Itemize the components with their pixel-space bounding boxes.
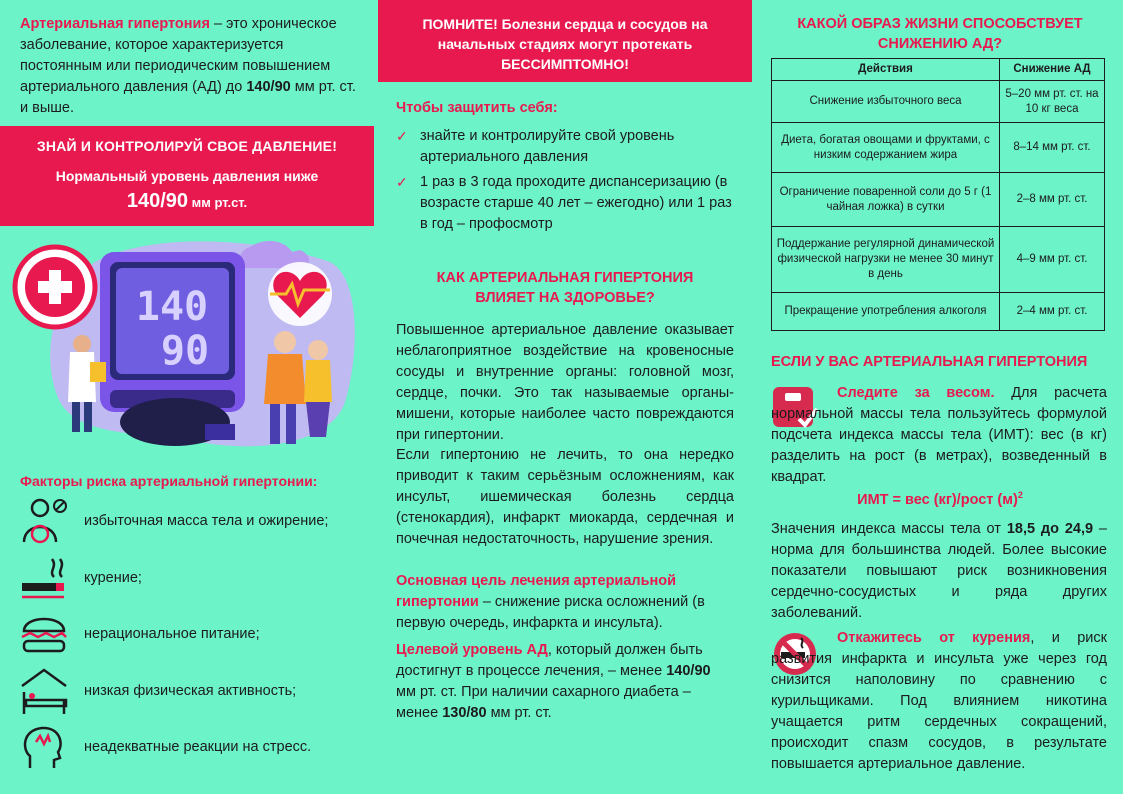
intro-highlight: Артериальная гипертония bbox=[20, 16, 210, 32]
table-row: Прекращение употребления алкоголя 2–4 мм рт. ст. bbox=[772, 293, 1105, 331]
table-row: Снижение избыточного веса 5–20 мм рт. ст. на 10 кг веса bbox=[772, 81, 1105, 123]
svg-text:140: 140 bbox=[135, 284, 209, 330]
protect-title: Чтобы защитить себя: bbox=[396, 100, 558, 116]
risk-item-activity: низкая физическая активность; bbox=[18, 666, 368, 716]
bmi-formula: ИМТ = вес (кг)/рост $(м)^2$ bbox=[857, 490, 1023, 508]
risk-item-nutrition: нерациональное питание; bbox=[18, 609, 368, 659]
target-level-paragraph: Целевой уровень АД, который должен быть достигнут в процессе лечения, – менее 140/90 мм рт. ст. При наличии сахарного диабета – менее 130/80 мм рт. ст. bbox=[396, 642, 711, 721]
risk-item-stress: неадекватные реакции на стресс. bbox=[18, 722, 368, 772]
risk-factors-title: Факторы риска артериальной гипертонии: bbox=[20, 473, 318, 489]
smoking-paragraph: Откажитесь от курения, и риск развития инфаркта и инсульта уже через год снизится наполовину по сравнению с курильщиками. Под влиянием никотина учащается ритм сердечных сокращений, происходит спазм сосудов, в результате повышается артериальное давление. bbox=[771, 630, 1107, 772]
tonometer-icon bbox=[100, 252, 245, 446]
burger-icon bbox=[18, 609, 70, 659]
weight-paragraph: Следите за весом. Для расчета нормальной массы тела пользуйтесь формулой подсчета индекса массы тела (ИМТ): вес (в кг) разделить на рост (в метрах), возведенный в квадрат. bbox=[771, 385, 1107, 485]
blood-pressure-illustration bbox=[0, 232, 374, 457]
if-hypertension-title: ЕСЛИ У ВАС АРТЕРИАЛЬНАЯ ГИПЕРТОНИЯ bbox=[771, 354, 1088, 370]
medical-cross-icon bbox=[15, 247, 95, 327]
check-item: ✓ 1 раз в 3 года проходите диспансеризацию (в возрасте старше 40 лет – ежегодно) или 1 раз в год – профосмотр bbox=[396, 174, 732, 232]
normal-level-text: Нормальный уровень давления ниже bbox=[55, 168, 319, 184]
bed-icon bbox=[18, 666, 70, 716]
check-icon: ✓ bbox=[396, 128, 408, 144]
column-1 bbox=[0, 0, 374, 794]
check-item: ✓ знайте и контролируйте свой уровень артериального давления bbox=[396, 128, 675, 165]
intro-paragraph: Артериальная гипертония – это хроническое заболевание, которое характеризуется постоянным или периодическим повышением артериального давления (АД) до 140/90 мм рт. ст. и выше. bbox=[20, 16, 356, 116]
table-row: Диета, богатая овощами и фруктами, с низким содержанием жира 8–14 мм рт. ст. bbox=[772, 123, 1105, 173]
svg-text:90: 90 bbox=[160, 328, 210, 374]
stress-head-icon bbox=[18, 722, 70, 772]
column-2 bbox=[378, 0, 752, 794]
obesity-icon bbox=[18, 496, 70, 546]
risk-item-obesity: избыточная масса тела и ожирение; bbox=[18, 496, 368, 546]
smoking-icon bbox=[18, 553, 70, 603]
treatment-goal-paragraph: Основная цель лечения артериальной гипертонии – снижение риска осложнений (в первую очередь, инфаркта и инсульта). bbox=[396, 573, 705, 631]
normal-level-value: 140/90 мм рт.ст. bbox=[126, 190, 248, 212]
table-row: Поддержание регулярной динамической физической нагрузки не менее 30 минут в день 4–9 мм рт. ст. bbox=[772, 227, 1105, 293]
lifestyle-table bbox=[771, 58, 1105, 331]
table-header-row bbox=[772, 59, 1105, 81]
risk-item-smoking: курение; bbox=[18, 553, 368, 603]
table-header-action: Действия bbox=[772, 59, 1000, 81]
heart-icon bbox=[268, 262, 332, 326]
bmi-paragraph: Значения индекса массы тела от 18,5 до 24,9 – норма для большинства людей. Более высокие показатели повышают риск возникновения сердечно-сосудистых и ряда других заболеваний. bbox=[771, 521, 1107, 621]
table-header-reduction: Снижение АД bbox=[1000, 59, 1105, 81]
effect-paragraph-1: Повышенное артериальное давление оказывает неблагоприятное воздействие на кровеносные сосуды и внутренние органы: головной мозг, сердце, почки. Это так называемые органы-мишени, которые наиболее часто повреждаются при гипертонии. bbox=[396, 322, 734, 443]
remember-banner: ПОМНИТЕ! Болезни сердца и сосудов на начальных стадиях могут протекать БЕССИМПТОМНО! bbox=[378, 0, 752, 82]
health-effect-title: КАК АРТЕРИАЛЬНАЯ ГИПЕРТОНИЯ ВЛИЯЕТ НА ЗДОРОВЬЕ? bbox=[436, 270, 694, 306]
effect-paragraph-2: Если гипертонию не лечить, то она нередко приводит к таким серьёзным осложнениям, как инсульт, ишемическая болезнь сердца (стенокардия), инфаркт миокарда, сердечная и почечная недостаточность, нарушение зрения. bbox=[396, 447, 734, 547]
lifestyle-title: КАКОЙ ОБРАЗ ЖИЗНИ СПОСОБСТВУЕТ СНИЖЕНИЮ АД? bbox=[797, 16, 1083, 52]
check-icon: ✓ bbox=[396, 174, 408, 190]
table-row: Ограничение поваренной соли до 5 г (1 чайная ложка) в сутки 2–8 мм рт. ст. bbox=[772, 173, 1105, 227]
column-3 bbox=[757, 0, 1123, 794]
pressure-control-heading: ЗНАЙ И КОНТРОЛИРУЙ СВОЕ ДАВЛЕНИЕ! bbox=[36, 138, 338, 154]
pressure-control-box bbox=[0, 126, 374, 226]
